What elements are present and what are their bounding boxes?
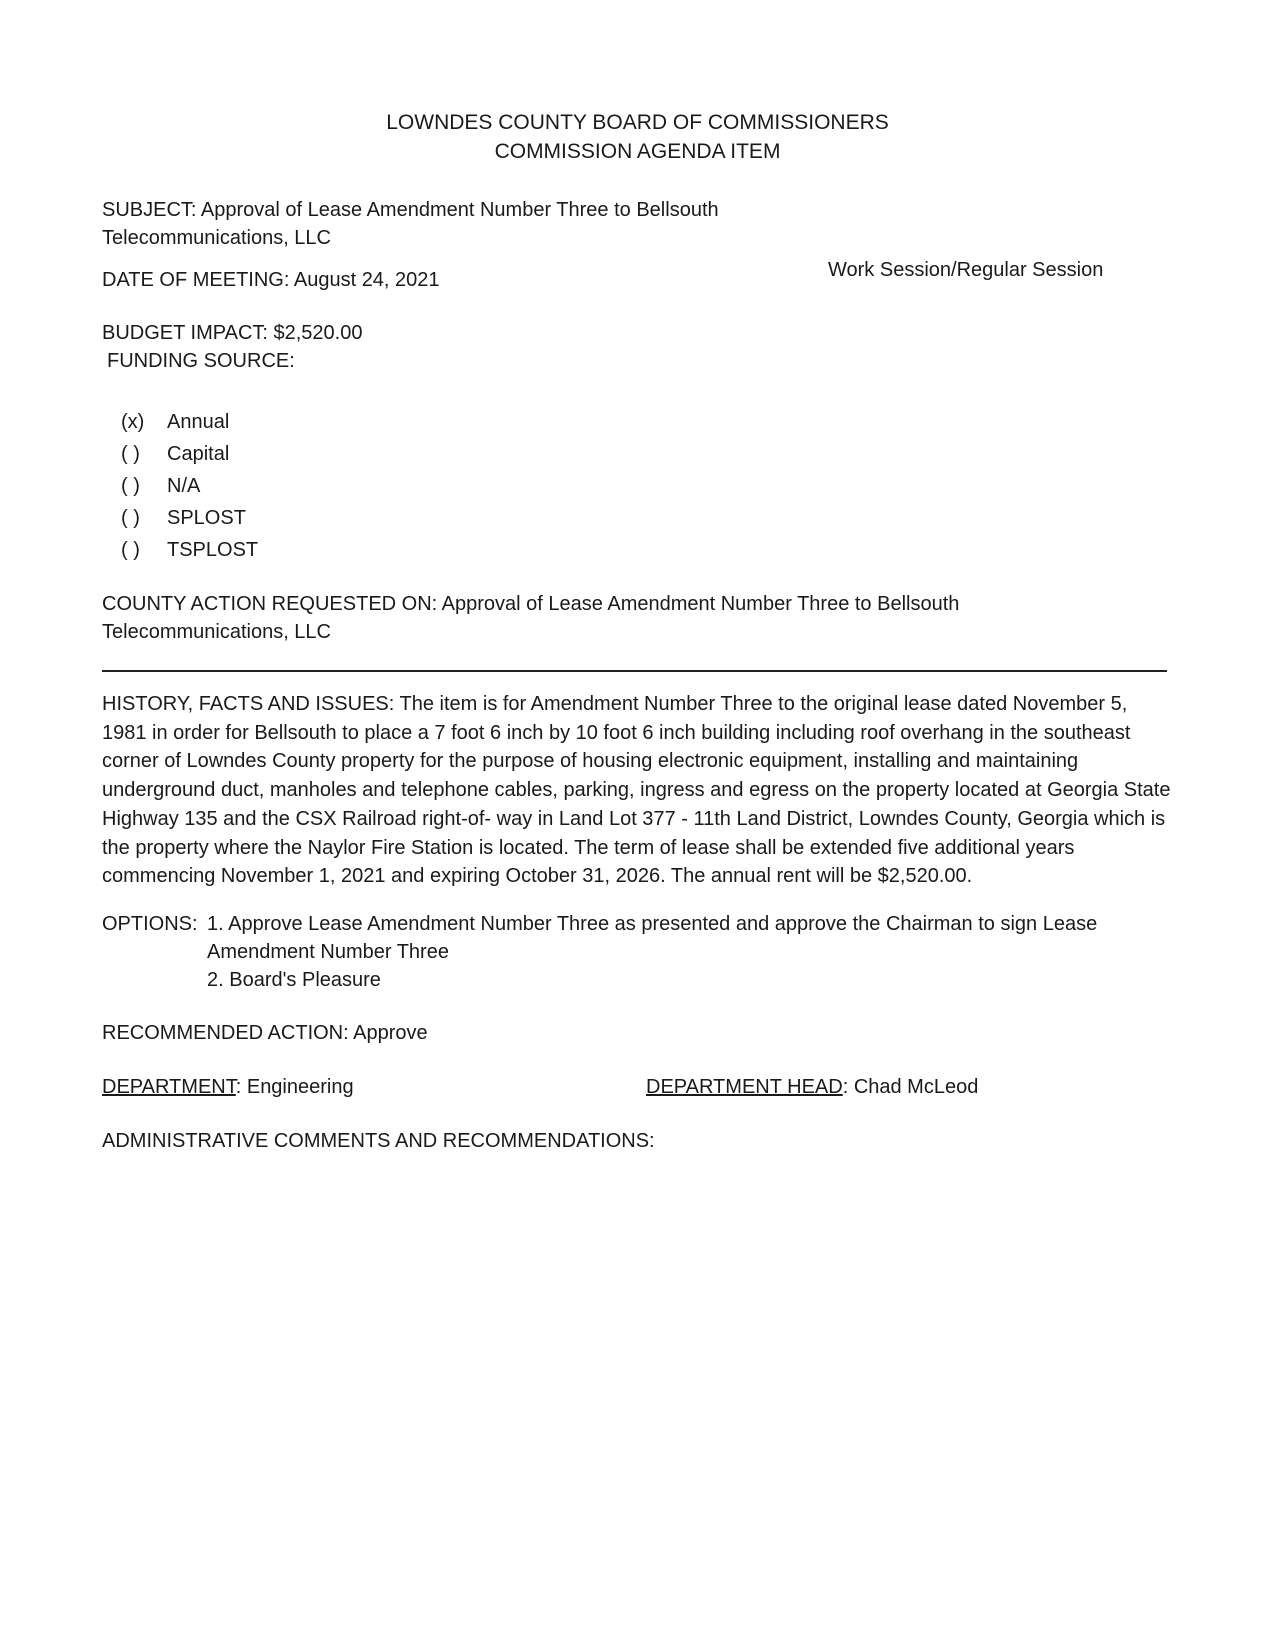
meeting-date: DATE OF MEETING: August 24, 2021 — [102, 269, 440, 291]
funding-option-mark: (x) — [121, 411, 145, 433]
funding-option-mark: ( ) — [121, 507, 140, 529]
action-requested-line-2: Telecommunications, LLC — [102, 621, 331, 643]
department-head-label: DEPARTMENT HEAD — [646, 1076, 843, 1098]
department-head-value: : Chad McLeod — [842, 1076, 979, 1098]
option-1-line-2: Amendment Number Three — [207, 941, 449, 963]
section-divider — [102, 670, 1167, 672]
subject-line-1: SUBJECT: Approval of Lease Amendment Number Three to Bellsouth — [102, 199, 719, 221]
subject-line-2: Telecommunications, LLC — [102, 227, 331, 249]
department-label: DEPARTMENT — [102, 1076, 236, 1098]
document-header — [0, 108, 1275, 166]
department-head-line — [646, 1073, 978, 1101]
funding-option-label: TSPLOST — [167, 539, 259, 561]
funding-option-label: Capital — [167, 443, 230, 465]
funding-option-mark: ( ) — [121, 475, 140, 497]
department-line — [102, 1073, 354, 1101]
department-value: : Engineering — [235, 1076, 354, 1098]
option-2: 2. Board's Pleasure — [207, 969, 381, 991]
history-facts-issues: HISTORY, FACTS AND ISSUES: The item is for Amendment Number Three to the original lease dated November 5, 1981 in order for Bellsouth to place a 7 foot 6 inch by 10 foot 6 inch building including roof overhang in the southeast corner of Lowndes County property for the purpose of housing electronic equipment, installing and maintaining underground duct, manholes and telephone cables, parking, ingress and egress on the property located at Georgia State Highway 135 and the CSX Railroad right-of- way in Land Lot 377 - 11th Land District, Lowndes County, Georgia which is the property where the Naylor Fire Station is located. The term of lease shall be extended five additional years commencing November 1, 2021 and expiring October 31, 2026. The annual rent will be $2,520.00. — [102, 693, 1171, 888]
funding-option-label: N/A — [167, 475, 201, 497]
recommended-action: RECOMMENDED ACTION: Approve — [102, 1022, 428, 1044]
session-type: Work Session/Regular Session — [828, 259, 1104, 281]
administrative-comments: ADMINISTRATIVE COMMENTS AND RECOMMENDATIONS: — [102, 1130, 655, 1152]
funding-source-label: FUNDING SOURCE: — [107, 350, 295, 372]
funding-option-label: SPLOST — [167, 507, 246, 529]
funding-option-label: Annual — [167, 411, 230, 433]
option-1-line-1: 1. Approve Lease Amendment Number Three as presented and approve the Chairman to sign Lease — [207, 913, 1098, 935]
budget-impact: BUDGET IMPACT: $2,520.00 — [102, 322, 363, 344]
options-label: OPTIONS: — [102, 913, 198, 935]
agenda-item-title: COMMISSION AGENDA ITEM — [494, 140, 781, 163]
funding-option-mark: ( ) — [121, 443, 140, 465]
action-requested-line-1: COUNTY ACTION REQUESTED ON: Approval of Lease Amendment Number Three to Bellsouth — [102, 593, 960, 615]
board-title: LOWNDES COUNTY BOARD OF COMMISSIONERS — [386, 111, 889, 134]
funding-option-mark: ( ) — [121, 539, 140, 561]
